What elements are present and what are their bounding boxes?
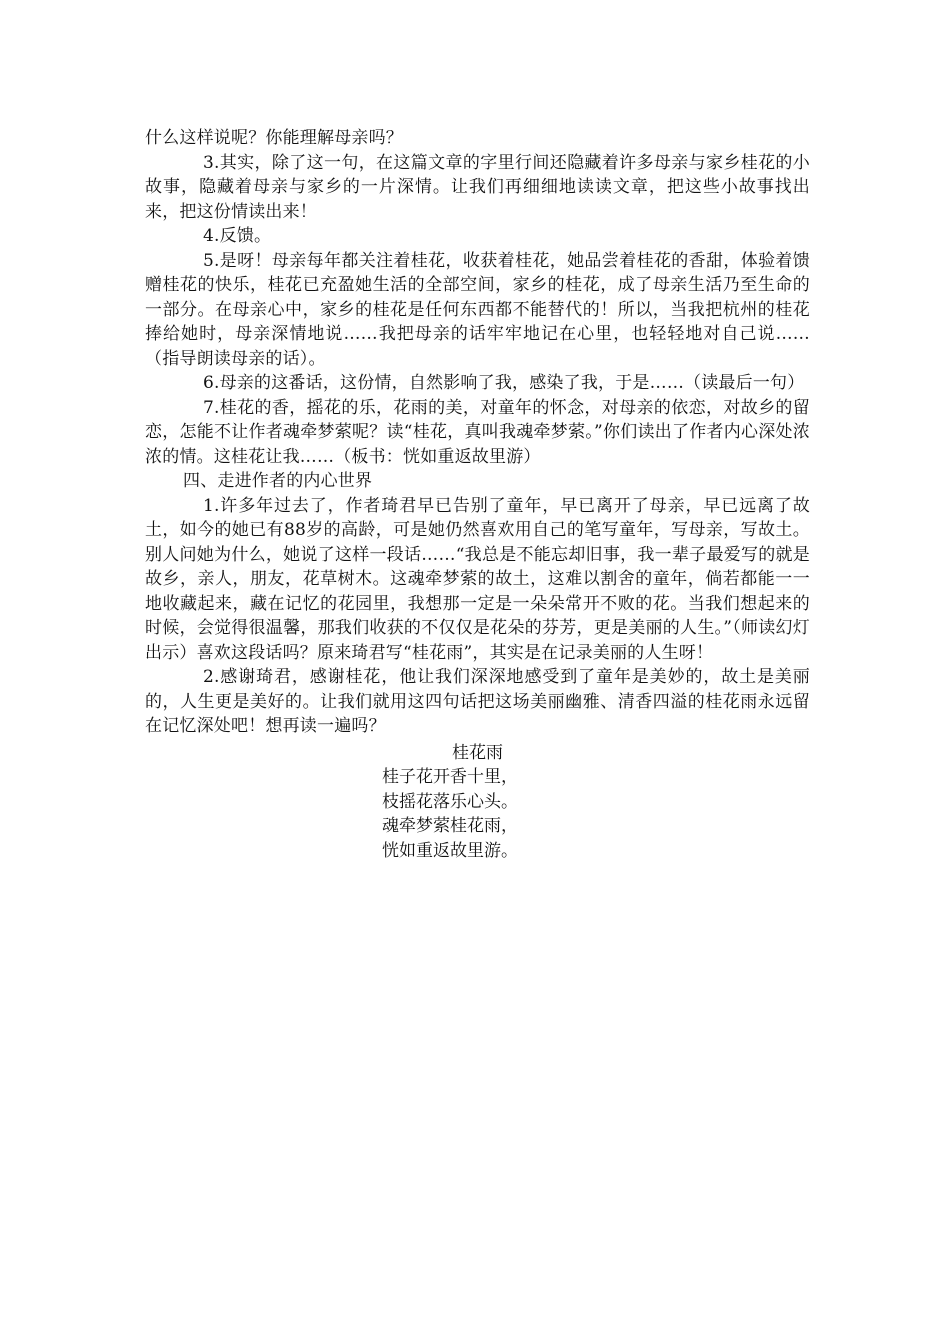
paragraph-section4-item-2: 2.感谢琦君，感谢桂花，他让我们深深地感受到了童年是美妙的，故土是美丽的，人生更是美好的。让我们就用这四句话把这场美丽幽雅、清香四溢的桂花雨永远留在记忆深处吧！想再读一遍吗？ — [145, 667, 810, 736]
paragraph-item-3: 3.其实，除了这一句，在这篇文章的字里行间还隐藏着许多母亲与家乡桂花的小故事，隐藏着母亲与家乡的一片深情。让我们再细细地读读文章，把这些小故事找出来，把这份情读出来！ — [145, 152, 810, 222]
paragraph-section4-item-1: 1.许多年过去了，作者琦君早已告别了童年，早已离开了母亲，早已远离了故土，如今的她已有88岁的高龄，可是她仍然喜欢用自己的笔写童年，写母亲，写故土。别人问她为什么，她说了这样一段话……“我总是不能忘却旧事，我一辈子最爱写的就是故乡，亲人，朋友，花草树木。这魂牵梦萦的故土，这难以割舍的童年，倘若都能一一地收藏起来，藏在记忆的花园里，我想那一定是一朵朵常开不败的花。当我们想起来的时候，会觉得很温馨，那我们收获的不仅仅是花朵的芬芳，更是美丽的人生。”（师读幻灯出示）喜欢这段话吗？原来琦君写“桂花雨”，其实是在记录美丽的人生呀！ — [145, 495, 810, 663]
section-heading: 四、走进作者的内心世界 — [183, 471, 373, 491]
paragraph-item-6: 6.母亲的这番话，这份情，自然影响了我，感染了我，于是……（读最后一句） — [203, 373, 805, 393]
paragraph-item-7: 7.桂花的香，摇花的乐，花雨的美，对童年的怀念，对母亲的依恋，对故乡的留恋，怎能不让作者魂牵梦萦呢？读“桂花，真叫我魂牵梦萦。”你们读出了作者内心深处浓浓的情。这桂花让我……（板书：恍如重返故里游） — [145, 397, 810, 467]
document-page — [145, 126, 810, 863]
poem — [145, 741, 810, 864]
poem-line: 枝摇花落乐心头。 — [382, 791, 518, 812]
paragraph-item-5: 5.是呀！母亲每年都关注着桂花，收获着桂花，她品尝着桂花的香甜，体验着馈赠桂花的快乐，桂花已充盈她生活的全部空间，家乡的桂花，成了母亲生活乃至生命的一部分。在母亲心中，家乡的桂花是任何东西都不能替代的！所以，当我把杭州的桂花捧给她时，母亲深情地说……我把母亲的话牢牢地记在心里，也轻轻地对自己说……（指导朗读母亲的话）。 — [145, 250, 810, 369]
paragraph-continuation: 什么这样说呢？你能理解母亲吗？ — [145, 128, 403, 148]
paragraph-item-4: 4.反馈。 — [203, 226, 272, 246]
poem-line: 恍如重返故里游。 — [382, 840, 518, 861]
poem-line: 桂子花开香十里， — [382, 767, 518, 787]
poem-title: 桂花雨 — [452, 742, 503, 763]
poem-line: 魂牵梦萦桂花雨， — [382, 816, 518, 836]
